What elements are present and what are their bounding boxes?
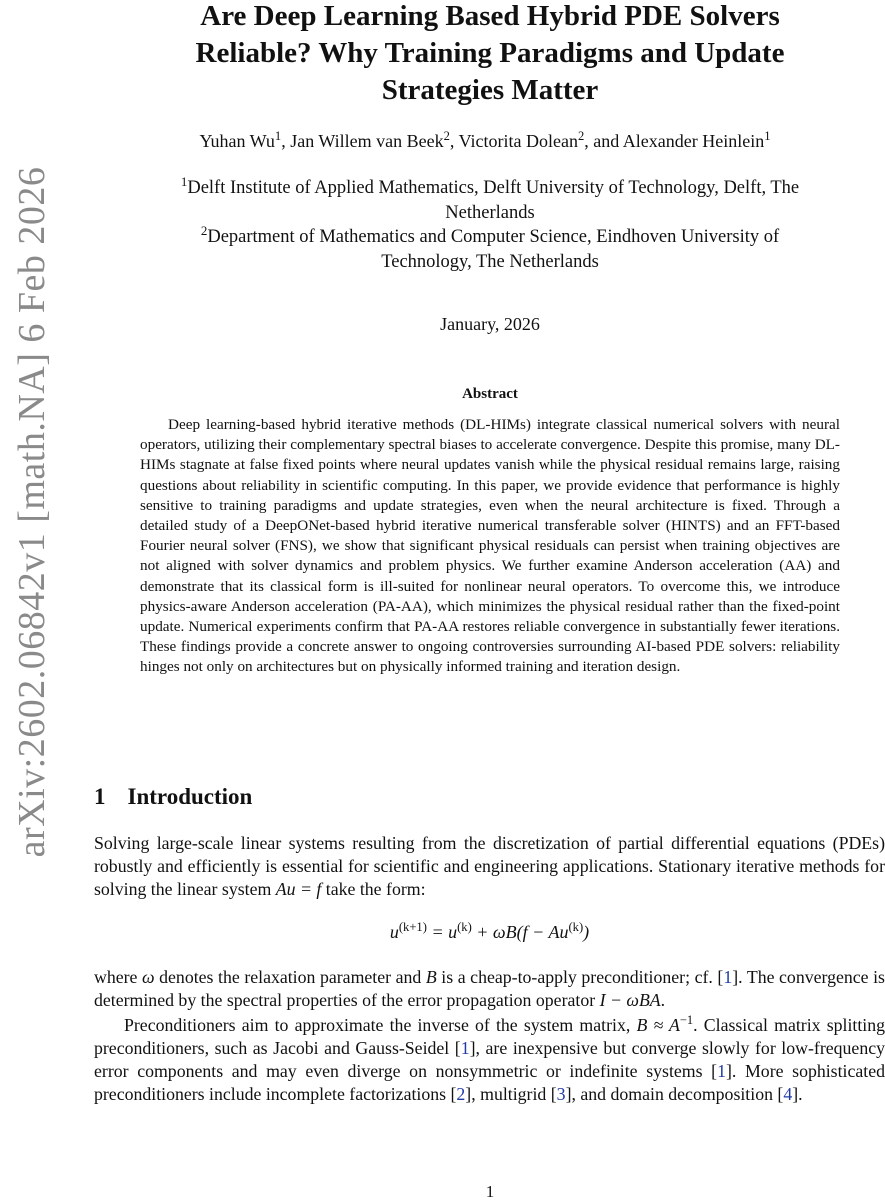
citation-link[interactable]: 1	[460, 1038, 470, 1058]
author-affil-mark: 1	[764, 129, 771, 143]
math-sup: −1	[679, 1013, 694, 1028]
title-line-1: Are Deep Learning Based Hybrid PDE Solvers	[200, 0, 780, 32]
math-run: + ωB(f − Au	[471, 922, 569, 942]
paper-title	[100, 0, 880, 109]
affiliation-1	[100, 173, 880, 226]
affil-line: Netherlands	[445, 203, 535, 223]
affil-mark: 1	[180, 173, 188, 189]
math-sup: (k)	[457, 920, 472, 934]
author-name: Jan Willem van Beek	[290, 131, 444, 151]
text-run: ], are inexpensive but converge slowly for low-frequency error components and may even diverge on nonsymmetric or indefinite systems [	[94, 1038, 885, 1081]
author-list: Yuhan Wu$^1$, Jan Willem van Beek$^2$, Victorita Dolean$^2$, and Alexander Heinlein$^1$	[199, 129, 771, 151]
author-affil-mark: 2	[577, 129, 585, 143]
author-name: Alexander Heinlein	[622, 131, 765, 151]
text-run: Solving large-scale linear systems resulting from the discretization of partial differential equations (PDEs) robustly and efficiently is essential for scientific and engineering applications. Stationary iterative methods for solving the linear system	[94, 833, 885, 899]
inline-math: ω	[142, 967, 155, 987]
intro-paragraph-1	[94, 832, 885, 901]
text-run: ].	[792, 1084, 803, 1104]
abstract-body: Deep learning-based hybrid iterative methods (DL-HIMs) integrate classical numerical solvers with neural operators, utilizing their complementary spectral biases to accelerate convergence. Despite this promise, many DL-HIMs stagnate at false fixed points where neural updates vanish while the physical residual remains large, raising questions about reliability in scientific computing. In this paper, we provide evidence that performance is highly sensitive to training paradigms and update strategies, even when the neural architecture is fixed. Through a detailed study of a DeepONet-based hybrid iterative numerical transferable solver (HINTS) and an FFT-based Fourier neural solver (FNS), we show that significant physical residuals can persist when training objectives are not aligned with solver dynamics and problem physics. We further examine Anderson acceleration (AA) and demonstrate that its classical form is ill-suited for nonlinear neural operators. To overcome this, we introduce physics-aware Anderson acceleration (PA-AA), which minimizes the physical residual rather than the fixed-point update. Numerical experiments confirm that PA-AA restores reliable convergence in substantially fewer iterations. These findings provide a concrete answer to ongoing controversies surrounding AI-based PDE solvers: reliability hinges not only on architectures but on physically informed training and iteration design.	[140, 416, 840, 676]
inline-math: I − ωBA	[599, 990, 661, 1010]
text-run: . Classical matrix splitting preconditioners, such as Jacobi and Gauss-Seidel [	[94, 1015, 885, 1058]
section-heading	[94, 784, 252, 810]
arxiv-sidebar-stamp	[0, 0, 60, 870]
inline-math: B	[425, 967, 437, 987]
section-number: 1	[94, 784, 106, 809]
abstract-heading: Abstract	[462, 386, 518, 402]
text-run: Preconditioners aim to approximate the inverse of the system matrix,	[124, 1015, 637, 1035]
publication-date: January, 2026	[440, 314, 540, 334]
math-sup: (k)	[568, 920, 584, 934]
title-line-2: Reliable? Why Training Paradigms and Update	[195, 37, 785, 69]
arxiv-identifier: arXiv:2602.06842v1 [math.NA] 6 Feb 2026	[11, 166, 53, 858]
affil-line: Department of Mathematics and Computer Science, Eindhoven University of	[207, 227, 780, 247]
text-run: ], and domain decomposition [	[565, 1084, 784, 1104]
math-run: u	[389, 922, 399, 942]
affiliation-2	[100, 222, 880, 275]
intro-paragraph-3	[94, 1014, 885, 1106]
text-run: denotes the relaxation parameter and	[154, 967, 426, 987]
text-run: is a cheap-to-apply preconditioner; cf. [	[436, 967, 724, 987]
citation-link[interactable]: 1	[717, 1061, 726, 1081]
author-name: Yuhan Wu	[199, 131, 275, 151]
author-affil-mark: 1	[274, 129, 282, 143]
text-run: ], multigrid [	[465, 1084, 557, 1104]
section-title: Introduction	[127, 784, 253, 809]
text-run: take the form:	[321, 879, 426, 899]
affil-line: Delft Institute of Applied Mathematics, Delft University of Technology, Delft, The	[187, 178, 800, 198]
citation-link[interactable]: 1	[723, 967, 733, 987]
citation-link[interactable]: 2	[456, 1084, 466, 1104]
math-run: )	[583, 922, 590, 942]
text-run: .	[660, 990, 666, 1010]
inline-math: B ≈ A	[636, 1015, 680, 1035]
text-run: ]. The convergence is determined by the spectral properties of the error propagation operator	[94, 967, 885, 1010]
affil-line: Technology, The Netherlands	[381, 252, 599, 272]
citation-link[interactable]: 3	[556, 1084, 566, 1104]
title-line-3: Strategies Matter	[381, 74, 599, 106]
iteration-equation	[94, 922, 885, 943]
intro-paragraph-2	[94, 966, 885, 1012]
author-affil-mark: 2	[443, 129, 450, 143]
affil-mark: 2	[200, 222, 208, 238]
inline-math: Au = f	[275, 879, 322, 899]
text-run: where	[94, 967, 143, 987]
text-run: ]. More sophisticated preconditioners include incomplete factorizations [	[94, 1061, 885, 1104]
math-run: = u	[426, 922, 458, 942]
math-sup: (k+1)	[398, 920, 427, 934]
citation-link[interactable]: 4	[783, 1084, 793, 1104]
author-name: Victorita Dolean	[458, 131, 578, 151]
page-number: 1	[485, 1182, 495, 1201]
